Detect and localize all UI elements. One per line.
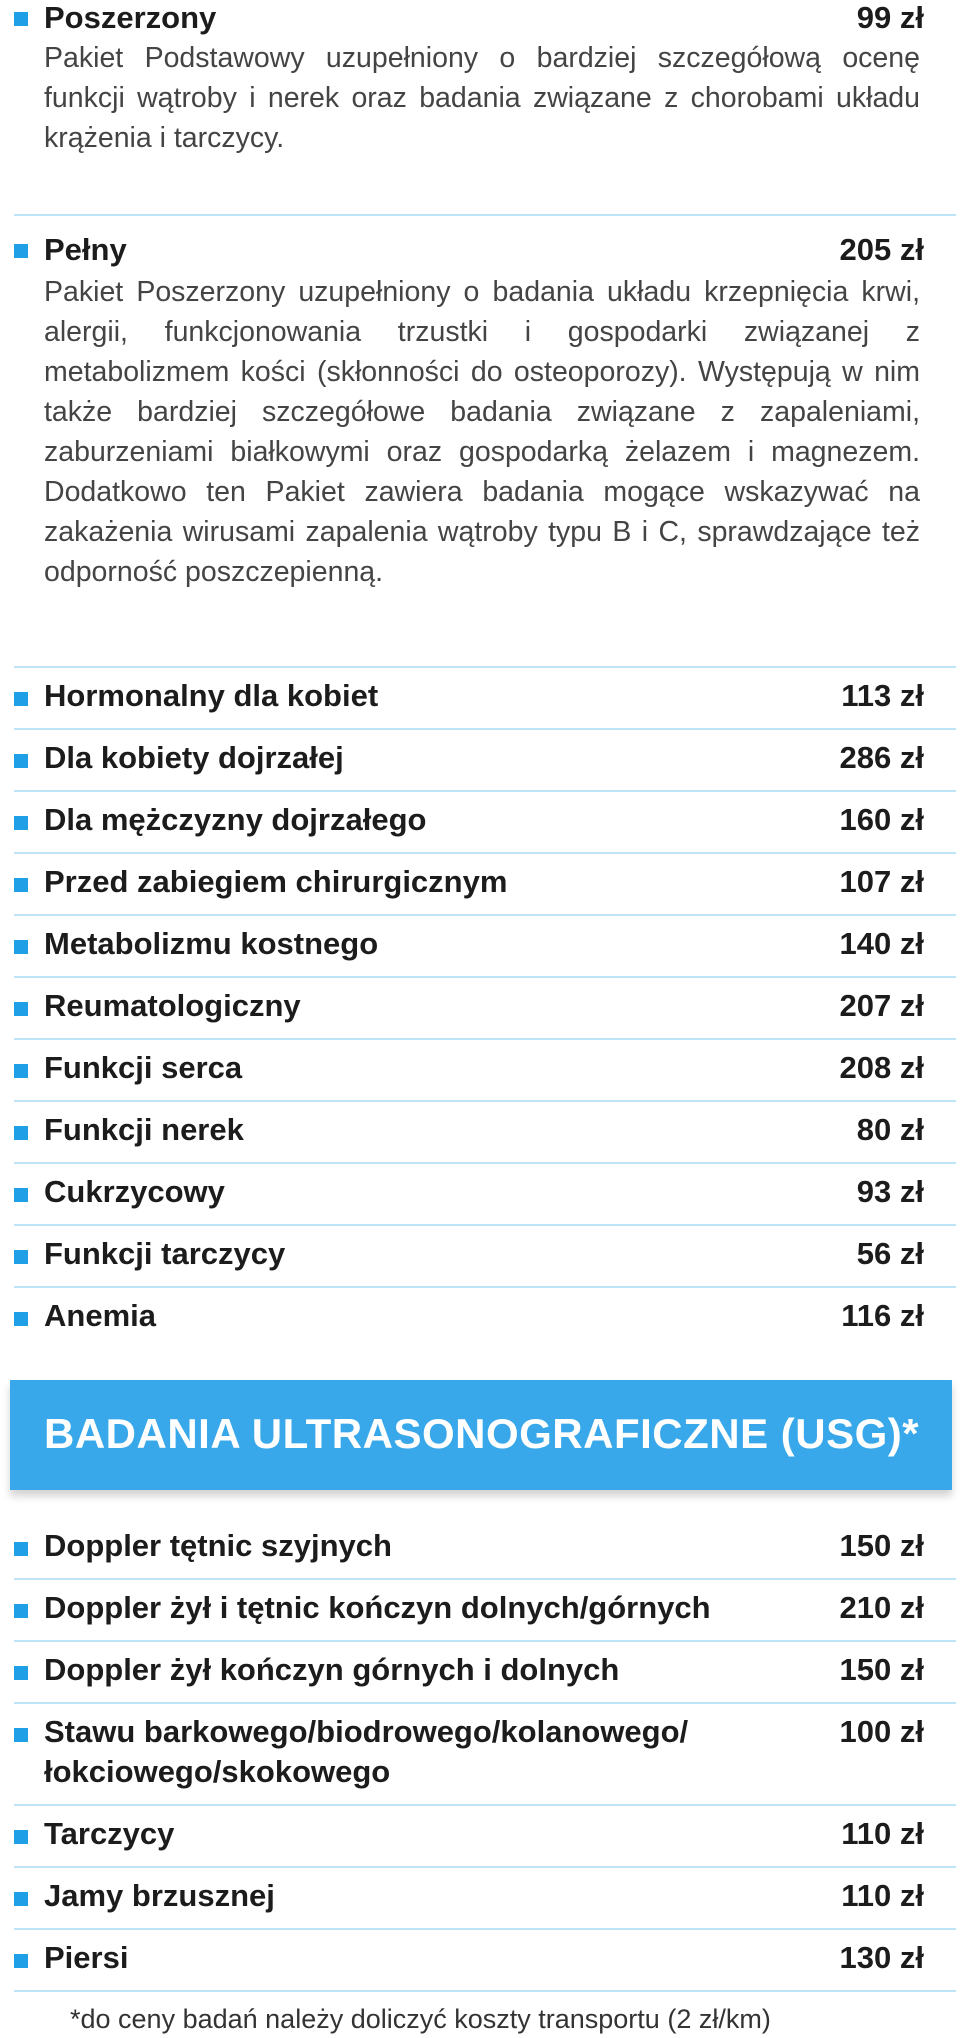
item-price: 113 zł [841, 678, 924, 713]
bullet-icon [14, 1892, 28, 1906]
bullet-icon [14, 754, 28, 768]
divider [14, 1038, 956, 1040]
divider [14, 1928, 956, 1930]
item-price: 130 zł [839, 1940, 924, 1975]
divider [14, 976, 956, 978]
section-title: BADANIA ULTRASONOGRAFICZNE (USG)* [44, 1410, 920, 1457]
divider [14, 1804, 956, 1806]
divider [14, 1866, 956, 1868]
divider [14, 852, 956, 854]
item-name: Metabolizmu kostnego [44, 926, 379, 961]
bullet-icon [14, 244, 28, 258]
divider [14, 728, 956, 730]
divider [14, 1990, 956, 1992]
item-price: 80 zł [856, 1112, 924, 1147]
divider [14, 666, 956, 668]
bullet-icon [14, 1666, 28, 1680]
item-name: Jamy brzusznej [44, 1878, 275, 1913]
item-price: 56 zł [856, 1236, 924, 1271]
divider [14, 1224, 956, 1226]
item-name-line2: łokciowego/skokowego [44, 1754, 391, 1789]
item-name: Piersi [44, 1940, 129, 1975]
item-name: Doppler żył kończyn górnych i dolnych [44, 1652, 620, 1687]
bullet-icon [14, 1954, 28, 1968]
footnote: *do ceny badań należy doliczyć koszty transportu (2 zł/km) [70, 2004, 771, 2034]
item-name: Doppler żył i tętnic kończyn dolnych/górnych [44, 1590, 711, 1625]
divider [14, 1702, 956, 1704]
bullet-icon [14, 1002, 28, 1016]
item-price: 140 zł [839, 926, 924, 961]
package-name: Poszerzony [44, 0, 217, 35]
item-price: 116 zł [841, 1298, 924, 1333]
bullet-icon [14, 1250, 28, 1264]
item-name: Cukrzycowy [44, 1174, 225, 1209]
divider [14, 790, 956, 792]
bullet-icon [14, 1604, 28, 1618]
item-name: Funkcji nerek [44, 1112, 244, 1147]
item-price: 208 zł [839, 1050, 924, 1085]
bullet-icon [14, 1728, 28, 1742]
item-price: 93 zł [856, 1174, 924, 1209]
item-name: Dla mężczyzny dojrzałego [44, 802, 427, 837]
item-price: 107 zł [839, 864, 924, 899]
item-price: 110 zł [841, 1878, 924, 1913]
item-price: 110 zł [841, 1816, 924, 1851]
package-price: 99 zł [856, 0, 924, 35]
item-name: Anemia [44, 1298, 156, 1333]
bullet-icon [14, 1542, 28, 1556]
item-name: Reumatologiczny [44, 988, 301, 1023]
divider [14, 1162, 956, 1164]
item-name: Doppler tętnic szyjnych [44, 1528, 392, 1563]
bullet-icon [14, 1830, 28, 1844]
bullet-icon [14, 816, 28, 830]
item-price: 150 zł [839, 1652, 924, 1687]
divider [14, 1578, 956, 1580]
bullet-icon [14, 940, 28, 954]
item-price: 207 zł [839, 988, 924, 1023]
bullet-icon [14, 1312, 28, 1326]
bullet-icon [14, 12, 28, 26]
section-banner [10, 1380, 952, 1490]
package-description: Pakiet Podstawowy uzupełniony o bardziej szczegółową ocenę funkcji wątroby i nerek oraz badania związane z chorobami układu krążenia i tarczycy. [44, 42, 920, 154]
item-price: 210 zł [839, 1590, 924, 1625]
bullet-icon [14, 1188, 28, 1202]
divider [14, 914, 956, 916]
item-price: 286 zł [839, 740, 924, 775]
item-price: 100 zł [839, 1714, 924, 1749]
item-name: Funkcji tarczycy [44, 1236, 286, 1271]
bullet-icon [14, 692, 28, 706]
item-name: Hormonalny dla kobiet [44, 678, 379, 713]
item-price: 160 zł [839, 802, 924, 837]
item-name: Stawu barkowego/biodrowego/kolanowego/ [44, 1714, 689, 1749]
bullet-icon [14, 1064, 28, 1078]
package-price: 205 zł [839, 232, 924, 267]
item-name: Funkcji serca [44, 1050, 243, 1085]
package-description: Pakiet Poszerzony uzupełniony o badania układu krzepnięcia krwi, alergii, funkcjonowania trzustki i gospodarki związanej z metabolizmem kości (skłonności do osteoporozy). Występują w nim także bardziej szczegółowe badania związane z zapaleniami, zaburzeniami białkowymi oraz gospodarką żelazem i magnezem. Dodatkowo ten Pakiet zawiera badania mogące wskazywać na zakażenia wirusami zapalenia wątroby typu B i C, sprawdzające też odporność poszczepienną. [44, 276, 920, 588]
item-name: Przed zabiegiem chirurgicznym [44, 864, 508, 899]
divider [14, 214, 956, 216]
item-name: Dla kobiety dojrzałej [44, 740, 344, 775]
bullet-icon [14, 878, 28, 892]
divider [14, 1100, 956, 1102]
item-price: 150 zł [839, 1528, 924, 1563]
divider [14, 1286, 956, 1288]
package-name: Pełny [44, 232, 127, 267]
item-name: Tarczycy [44, 1816, 175, 1851]
divider [14, 1640, 956, 1642]
bullet-icon [14, 1126, 28, 1140]
